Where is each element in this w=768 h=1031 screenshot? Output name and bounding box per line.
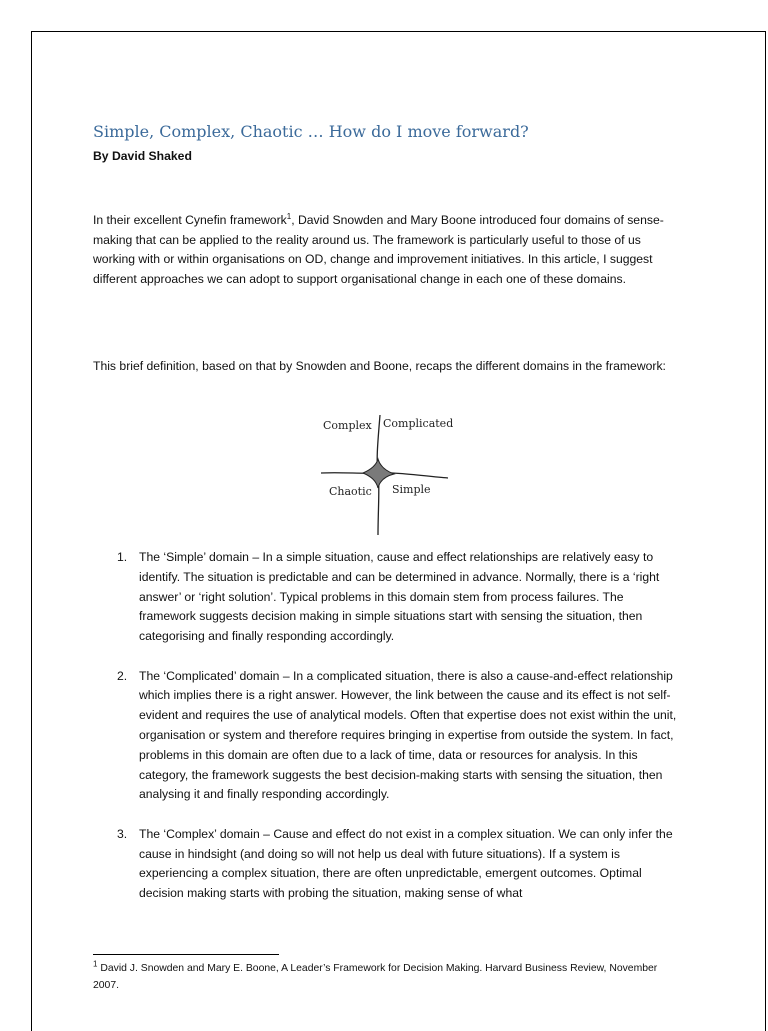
label-simple: Simple xyxy=(392,483,431,496)
cynefin-diagram xyxy=(318,410,458,540)
intro-text-rest: , David Snowden and Mary Boone introduced four domains of sense-making that can be applied to the reality around us. The framework is particularly useful to those of us working with or within organisations on OD, change and improvement initiatives. In this article, I suggest different approaches we can adopt to support organisational change in each one of these domains. xyxy=(93,213,664,286)
label-complicated: Complicated xyxy=(383,417,454,430)
list-item-simple xyxy=(93,548,683,647)
list-item-text: The ‘Complex’ domain – Cause and effect do not exist in a complex situation. We can only infer the cause in hindsight (and doing so will not help us deal with future situations). If a system is experiencing a complex situation, there are often unpredictable, emergent outcomes. Optimal decision making starts with probing the situation, making sense of what xyxy=(139,826,673,901)
label-complex: Complex xyxy=(323,419,372,432)
footnote-text: David J. Snowden and Mary E. Boone, A Leader’s Framework for Decision Making. Harvard Business Review, November 2007. xyxy=(93,963,658,991)
page-title: Simple, Complex, Chaotic … How do I move forward? xyxy=(93,122,529,141)
footnote-number: 1 xyxy=(93,959,98,969)
cynefin-diagram-svg xyxy=(318,410,458,540)
footnote-reference[interactable]: 1 xyxy=(286,211,292,221)
definition-intro-paragraph: This brief definition, based on that by Snowden and Boone, recaps the different domains in the framework: xyxy=(93,359,666,373)
intro-text-start: In their excellent Cynefin framework xyxy=(93,213,287,227)
list-item-text: The ‘Complicated’ domain – In a complicated situation, there is also a cause-and-effect relationship which implies there is a right answer. However, the link between the cause and its effect is not self-evident and requires the use of analytical models. Often that expertise does not exist within the unit, organisation or system and therefore requires bringing in expertise from outside the system. In fact, problems in this domain are often due to a lack of time, data or resources for analysis. In this category, the framework suggests the best decision-making starts with sensing the situation, then analysing it and finally responding accordingly. xyxy=(139,668,677,802)
list-item-complicated xyxy=(93,667,683,806)
domains-list xyxy=(93,548,683,924)
author-byline: By David Shaked xyxy=(93,149,192,163)
list-item-number: 2. xyxy=(117,668,128,683)
footnote-divider xyxy=(93,954,279,955)
list-item-number: 1. xyxy=(117,550,128,564)
list-item-number: 3. xyxy=(117,826,128,841)
footnote xyxy=(93,960,683,994)
list-item-text: The ‘Simple’ domain – In a simple situation, cause and effect relationships are relatively easy to identify. The situation is predictable and can be determined in advance. Normally, there is a ‘right answer’ or ‘right solution’. Typical problems in this domain stem from process failures. The framework suggests decision making in simple situations start with sensing the situation, then categorising and finally responding accordingly. xyxy=(139,550,660,644)
disorder-center-shape xyxy=(363,459,394,488)
label-chaotic: Chaotic xyxy=(329,485,372,498)
intro-paragraph xyxy=(93,211,678,289)
list-item-complex xyxy=(93,825,683,904)
